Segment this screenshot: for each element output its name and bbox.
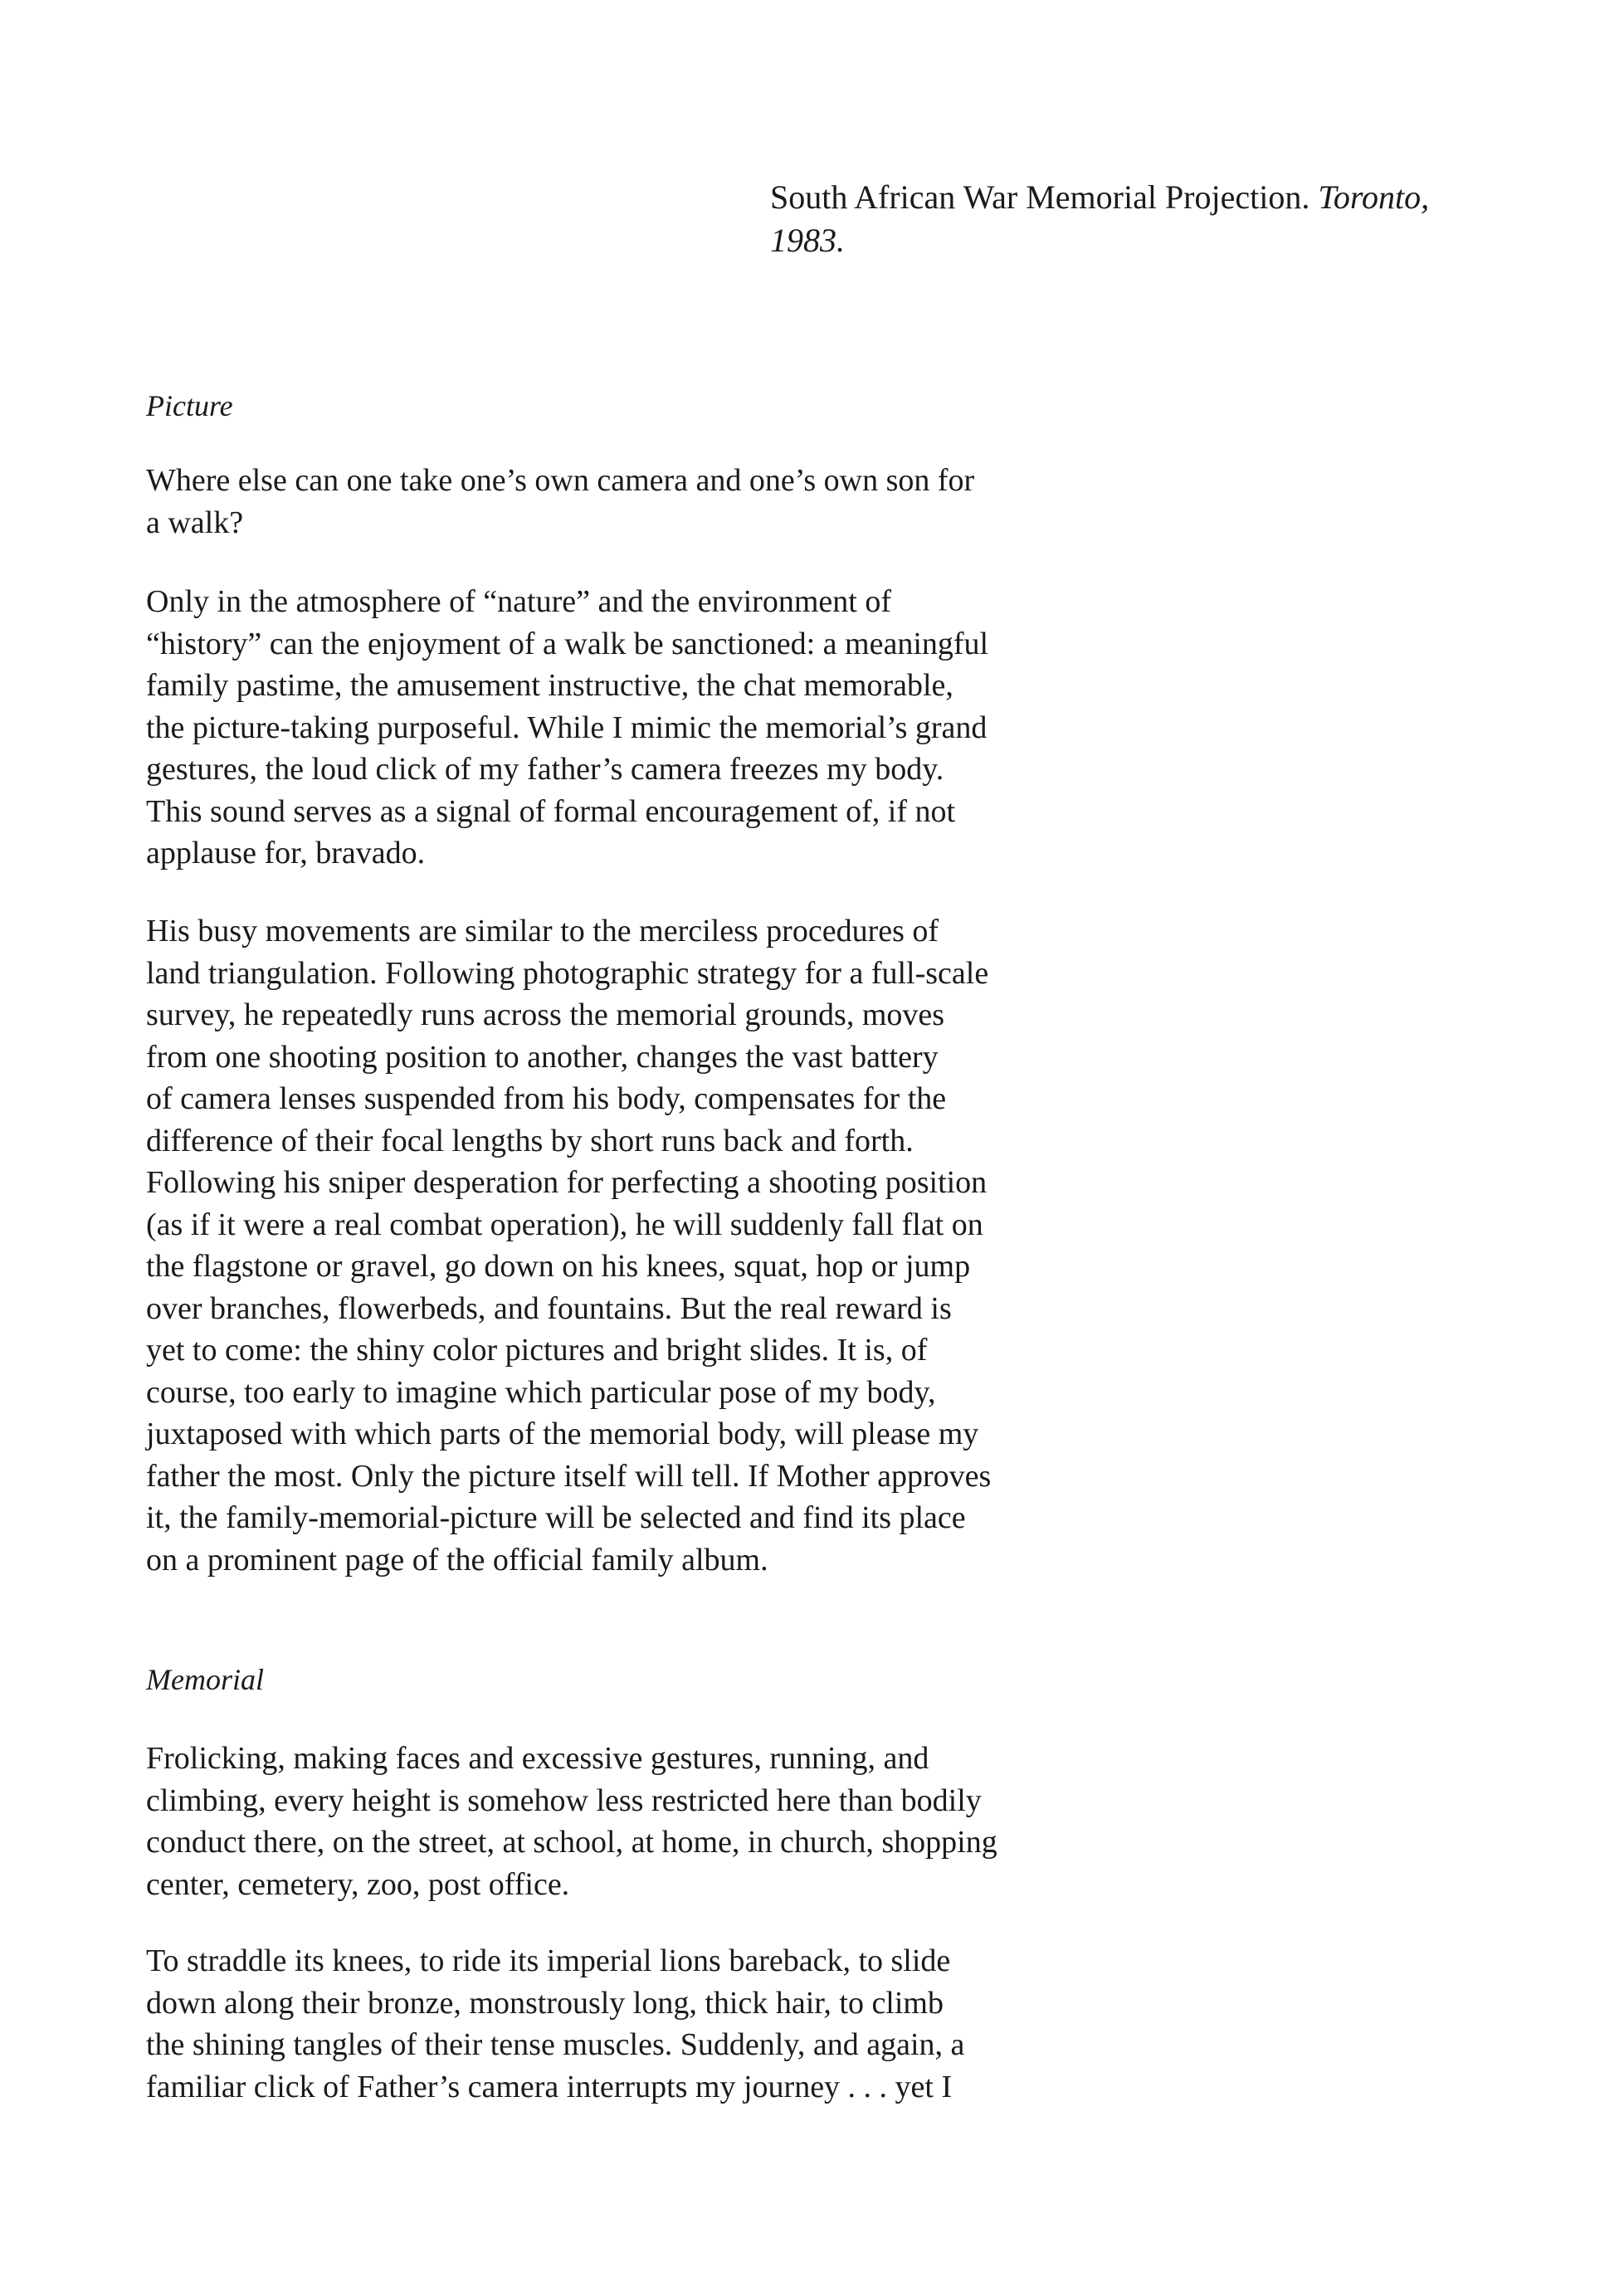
text-line: of camera lenses suspended from his body, compensates for the (146, 1081, 947, 1116)
text-line: the shining tangles of their tense muscles. Suddenly, and again, a (146, 2027, 965, 2062)
text-line: yet to come: the shiny color pictures and bright slides. It is, of (146, 1333, 928, 1368)
text-line: “history” can the enjoyment of a walk be sanctioned: a meaningful (146, 626, 989, 661)
text-line: the flagstone or gravel, go down on his knees, squat, hop or jump (146, 1249, 971, 1284)
paragraph-3 (146, 910, 1192, 1581)
text-line: father the most. Only the picture itself will tell. If Mother approves (146, 1458, 992, 1494)
text-line: Frolicking, making faces and excessive gestures, running, and (146, 1741, 929, 1776)
paragraph-4 (146, 1738, 1192, 1905)
caption-title: South African War Memorial Projection. (770, 178, 1310, 216)
text-line: conduct there, on the street, at school, at home, in church, shopping (146, 1825, 997, 1860)
paragraph-1 (146, 460, 1192, 544)
text-line: Following his sniper desperation for perfecting a shooting position (146, 1165, 988, 1200)
text-line: climbing, every height is somehow less restricted here than bodily (146, 1782, 982, 1818)
text-line: on a prominent page of the official family album. (146, 1542, 768, 1577)
text-line: it, the family-memorial-picture will be selected and find its place (146, 1500, 966, 1535)
text-line: a walk? (146, 505, 244, 540)
text-line: Only in the atmosphere of “nature” and the environment of (146, 584, 891, 619)
text-line: the picture-taking purposeful. While I mimic the memorial’s grand (146, 709, 988, 745)
text-line: land triangulation. Following photographic strategy for a full-scale (146, 955, 989, 991)
text-line: center, cemetery, zoo, post office. (146, 1866, 570, 1902)
text-line: difference of their focal lengths by short runs back and forth. (146, 1123, 914, 1158)
paragraph-2 (146, 581, 1192, 875)
text-line: family pastime, the amusement instructive, the chat memorable, (146, 668, 953, 703)
section-heading-memorial: Memorial (146, 1663, 264, 1696)
text-line: juxtaposed with which parts of the memorial body, will please my (146, 1416, 979, 1451)
text-line: survey, he repeatedly runs across the memorial grounds, moves (146, 997, 945, 1032)
caption-year: 1983. (770, 222, 845, 259)
paragraph-5 (146, 1940, 1192, 2108)
text-line: from one shooting position to another, changes the vast battery (146, 1039, 939, 1075)
text-line: over branches, flowerbeds, and fountains. But the real reward is (146, 1290, 952, 1326)
text-line: His busy movements are similar to the merciless procedures of (146, 914, 939, 948)
text-line: This sound serves as a signal of formal encouragement of, if not (146, 793, 956, 829)
text-line: familiar click of Father’s camera interrupts my journey . . . yet I (146, 2069, 953, 2104)
caption-place: Toronto, (1318, 178, 1430, 216)
text-line: course, too early to imagine which particular pose of my body, (146, 1374, 936, 1410)
text-line: gestures, the loud click of my father’s camera freezes my body. (146, 752, 944, 787)
text-line: applause for, bravado. (146, 836, 426, 870)
caption (770, 176, 1567, 262)
text-line: Where else can one take one’s own camera and one’s own son for (146, 463, 975, 498)
text-line: (as if it were a real combat operation), he will suddenly fall flat on (146, 1207, 983, 1242)
caption-line-1 (770, 176, 1567, 219)
section-heading-picture: Picture (146, 389, 233, 422)
text-line: To straddle its knees, to ride its imperial lions bareback, to slide (146, 1943, 951, 1978)
text-line: down along their bronze, monstrously long, thick hair, to climb (146, 1985, 944, 2021)
